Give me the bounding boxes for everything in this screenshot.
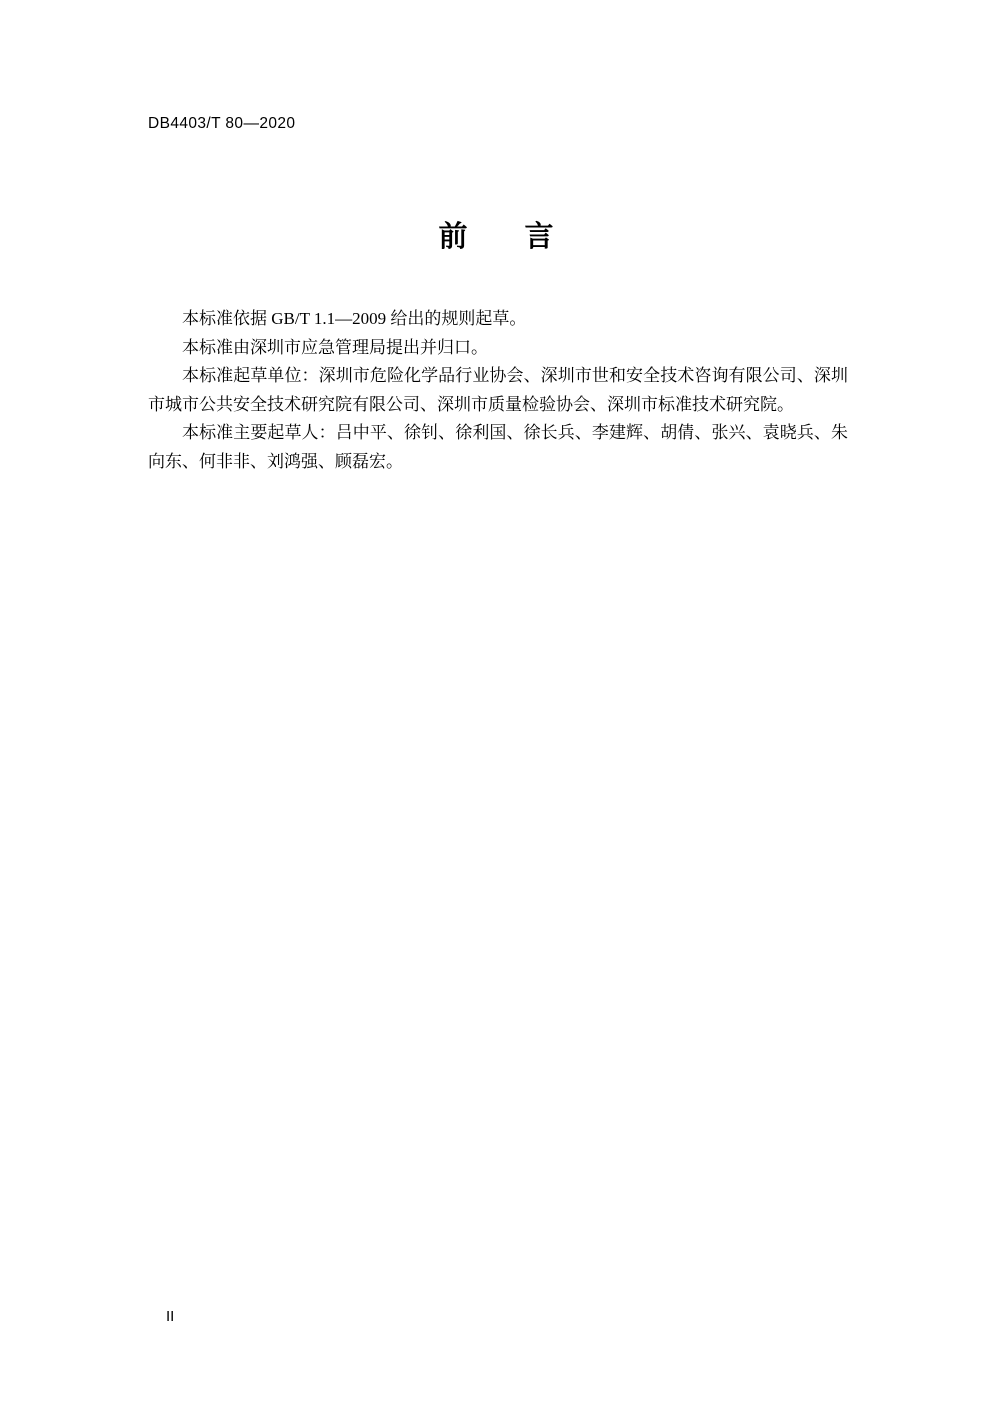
standard-code-header: DB4403/T 80—2020 — [148, 115, 296, 132]
page-number: II — [166, 1308, 175, 1325]
foreword-body — [148, 305, 848, 476]
foreword-paragraph: 本标准依据 GB/T 1.1—2009 给出的规则起草。 — [182, 309, 527, 328]
page-title: 前 言 — [438, 219, 568, 253]
foreword-paragraph: 本标准起草单位：深圳市危险化学品行业协会、深圳市世和安全技术咨询有限公司、深圳市城市公共安全技术研究院有限公司、深圳市质量检验协会、深圳市标准技术研究院。 — [148, 366, 848, 414]
foreword-paragraph: 本标准主要起草人：吕中平、徐钊、徐利国、徐长兵、李建辉、胡倩、张兴、袁晓兵、朱向东、何非非、刘鸿强、顾磊宏。 — [148, 423, 848, 471]
foreword-paragraph: 本标准由深圳市应急管理局提出并归口。 — [182, 337, 488, 357]
